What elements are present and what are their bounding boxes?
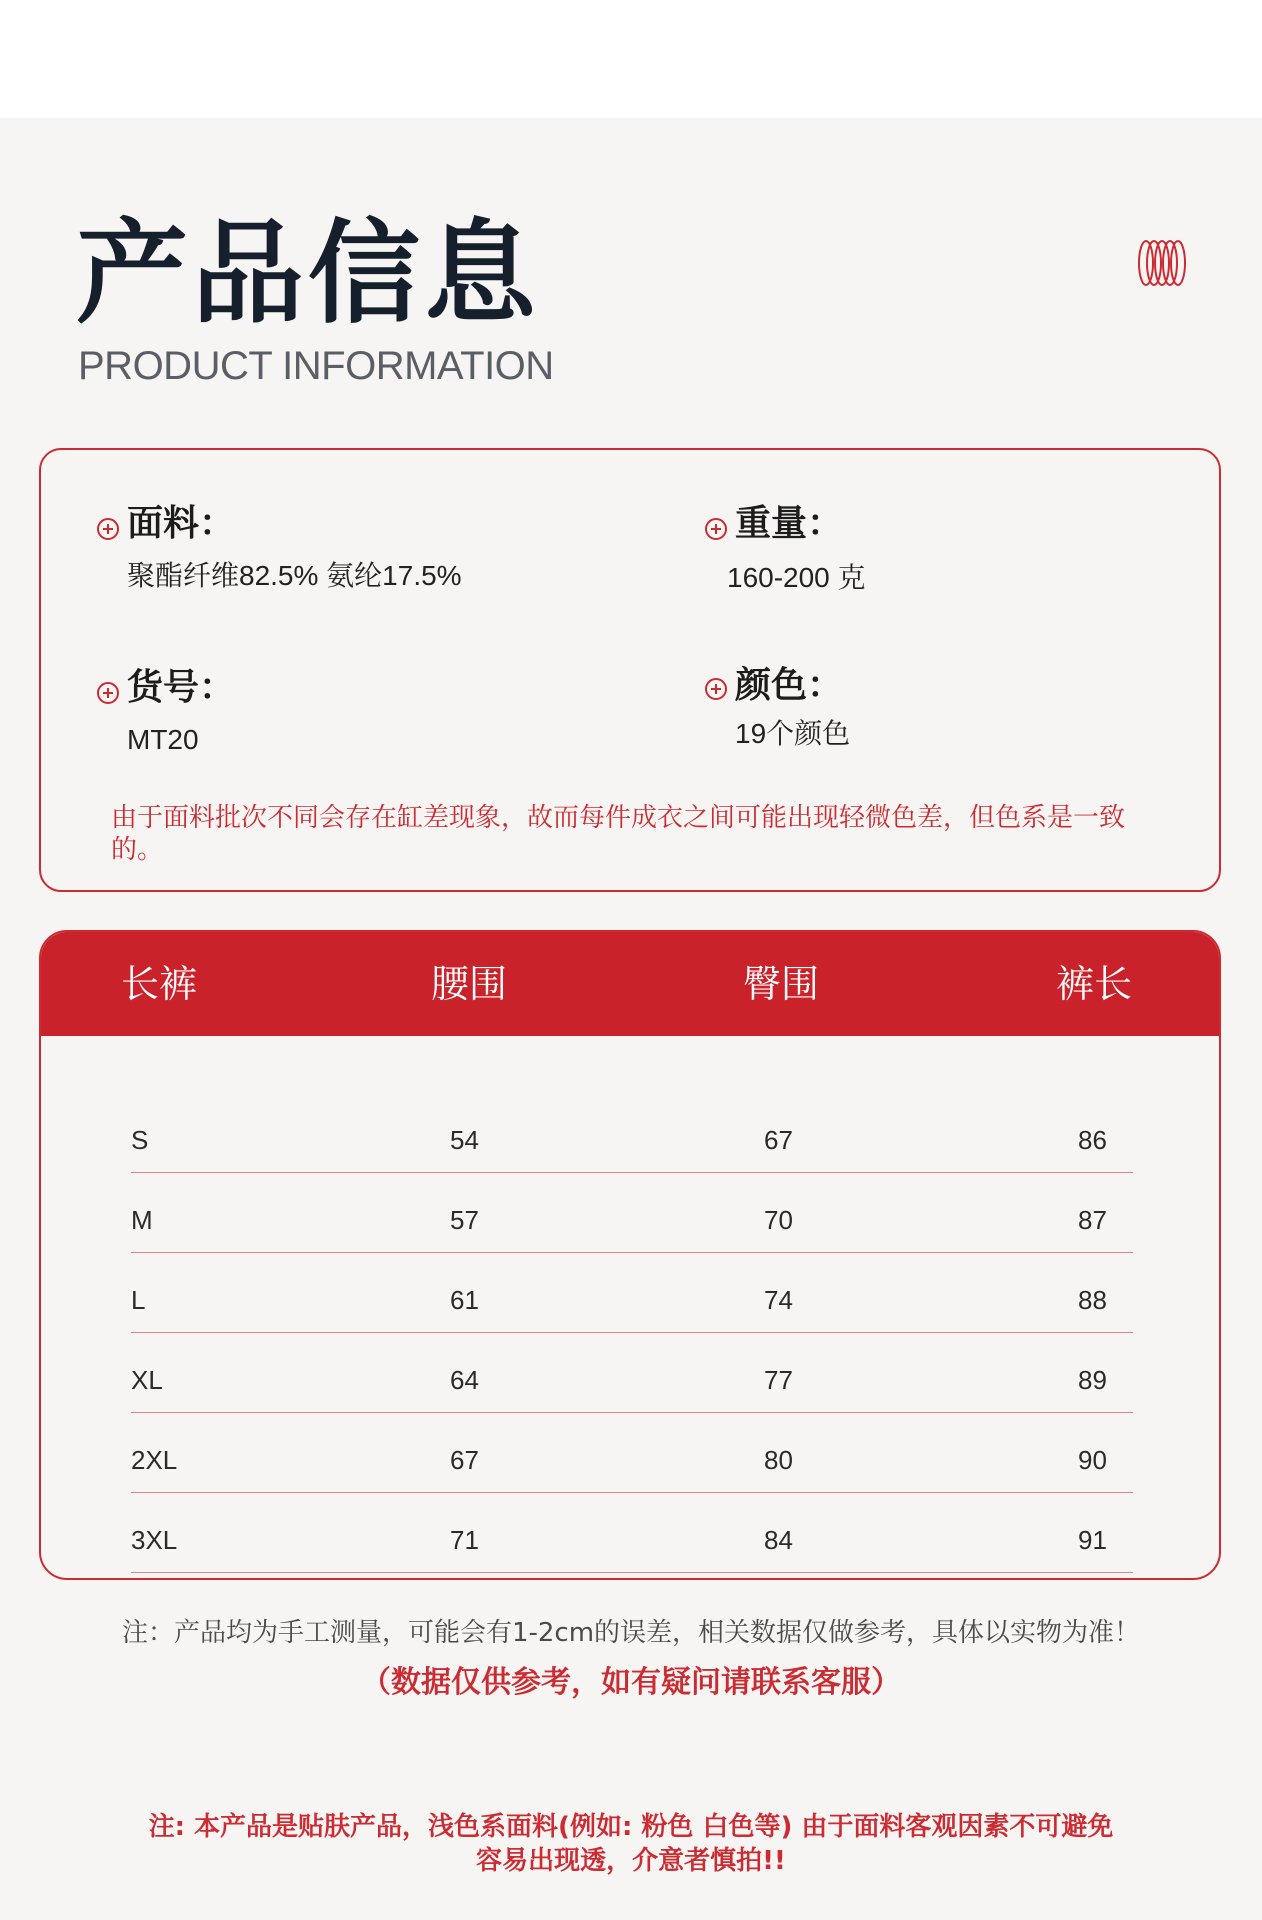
size-cell: S — [131, 1125, 149, 1155]
table-row — [131, 1492, 1133, 1573]
waist-cell: 61 — [450, 1285, 479, 1315]
length-cell: 86 — [1078, 1125, 1107, 1155]
header-hip: 臀围 — [743, 962, 820, 1006]
waist-cell: 57 — [450, 1205, 479, 1235]
length-cell: 88 — [1078, 1285, 1107, 1315]
color-label: 颜色： — [735, 665, 844, 706]
header-length: 裤长 — [1056, 962, 1133, 1006]
hip-cell: 80 — [764, 1445, 793, 1475]
color-value: 19个颜色 — [735, 718, 851, 749]
item-number-value: MT20 — [127, 724, 199, 755]
measurement-note: 注：产品均为手工测量，可能会有1-2cm的误差，相关数据仅做参考，具体以实物为准！ — [121, 1618, 1141, 1648]
fabric-value: 聚酯纤维82.5% 氨纶17.5% — [127, 560, 462, 591]
color-difference-note: 由于面料批次不同会存在缸差现象，故而每件成衣之间可能出现轻微色差，但色系是一致的。 — [111, 803, 1126, 865]
size-cell: L — [131, 1285, 146, 1315]
item-number-label: 货号： — [127, 667, 236, 708]
see-through-warning — [0, 1810, 1262, 1878]
size-cell: 2XL — [131, 1445, 178, 1475]
page-subtitle: PRODUCT INFORMATION — [78, 344, 554, 388]
fabric-label: 面料： — [127, 503, 236, 544]
reference-note: （数据仅供参考，如有疑问请联系客服） — [361, 1665, 901, 1700]
waist-cell: 54 — [450, 1125, 479, 1155]
plus-circle-icon — [97, 518, 119, 540]
size-cell: XL — [131, 1365, 163, 1395]
weight-value: 160-200 克 — [727, 562, 866, 593]
size-chart-header — [41, 932, 1219, 1036]
header-pants: 长裤 — [121, 962, 198, 1006]
plus-circle-icon — [97, 682, 119, 704]
table-row — [131, 1172, 1133, 1253]
hip-cell: 70 — [764, 1205, 793, 1235]
warning-line-2: 容易出现透，介意者慎拍!! — [476, 1846, 786, 1876]
page-title: 产品信息 — [76, 209, 540, 339]
table-row — [131, 1412, 1133, 1493]
product-info-card — [39, 448, 1221, 892]
plus-circle-icon — [705, 518, 727, 540]
hip-cell: 67 — [764, 1125, 793, 1155]
plus-circle-icon — [705, 678, 727, 700]
length-cell: 89 — [1078, 1365, 1107, 1395]
hip-cell: 84 — [764, 1525, 793, 1555]
waist-cell: 64 — [450, 1365, 479, 1395]
table-row — [131, 1252, 1133, 1333]
rings-icon — [1136, 238, 1186, 288]
size-cell: M — [131, 1205, 153, 1235]
hip-cell: 77 — [764, 1365, 793, 1395]
waist-cell: 71 — [450, 1525, 479, 1555]
length-cell: 87 — [1078, 1205, 1107, 1235]
table-row — [131, 1332, 1133, 1413]
size-cell: 3XL — [131, 1525, 178, 1555]
waist-cell: 67 — [450, 1445, 479, 1475]
hip-cell: 74 — [764, 1285, 793, 1315]
length-cell: 90 — [1078, 1445, 1107, 1475]
table-row — [131, 1092, 1133, 1173]
length-cell: 91 — [1078, 1525, 1107, 1555]
size-chart — [39, 930, 1221, 1580]
weight-label: 重量： — [735, 503, 844, 544]
header-waist: 腰围 — [431, 962, 508, 1006]
warning-line-1: 注: 本产品是贴肤产品，浅色系面料(例如: 粉色 白色等) 由于面料客观因素不可避免 — [148, 1812, 1114, 1842]
